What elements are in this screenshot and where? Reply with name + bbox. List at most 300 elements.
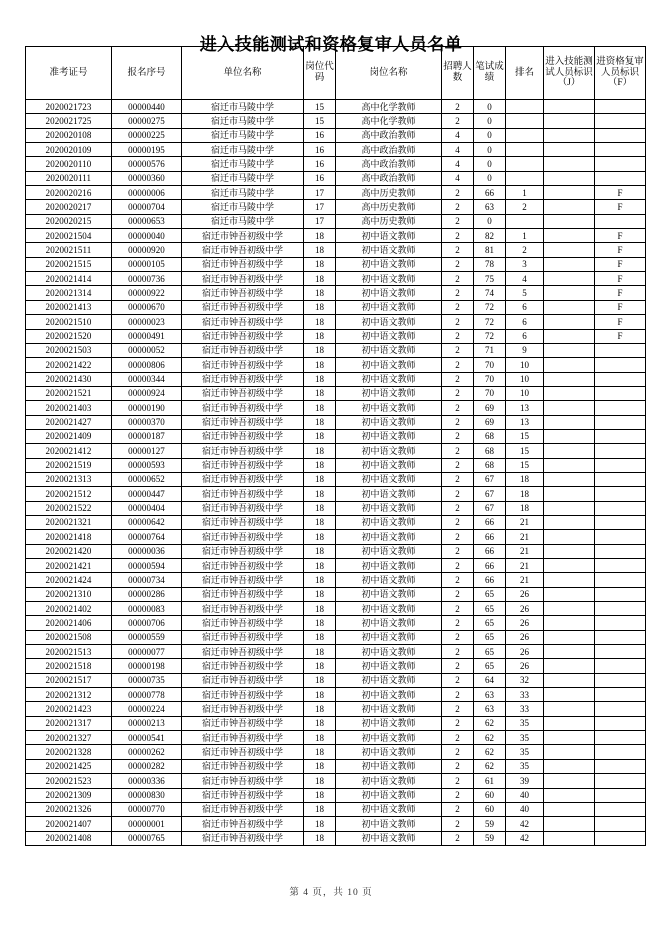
cell-rank — [506, 214, 544, 228]
cell-exam-number: 2020021423 — [26, 702, 112, 716]
cell-skill-test-flag — [544, 716, 595, 730]
cell-skill-test-flag — [544, 100, 595, 114]
cell-unit-name: 宿迁市马陵中学 — [182, 186, 304, 200]
cell-unit-name: 宿迁市钟吾初级中学 — [182, 544, 304, 558]
cell-registration-number: 00000213 — [112, 716, 182, 730]
cell-rank — [506, 128, 544, 142]
cell-position-name: 高中历史教师 — [336, 186, 442, 200]
cell-position-name: 初中语文教师 — [336, 458, 442, 472]
cell-position-code: 17 — [304, 214, 336, 228]
cell-skill-test-flag — [544, 788, 595, 802]
table-row — [26, 745, 646, 759]
cell-skill-test-flag — [544, 559, 595, 573]
cell-review-flag: F — [595, 300, 646, 314]
cell-written-score: 62 — [474, 716, 506, 730]
cell-registration-number: 00000594 — [112, 559, 182, 573]
cell-hire-count: 2 — [442, 688, 474, 702]
cell-rank: 35 — [506, 745, 544, 759]
cell-position-code: 18 — [304, 300, 336, 314]
cell-hire-count: 2 — [442, 100, 474, 114]
cell-unit-name: 宿迁市钟吾初级中学 — [182, 501, 304, 515]
cell-unit-name: 宿迁市钟吾初级中学 — [182, 257, 304, 271]
cell-position-name: 初中语文教师 — [336, 343, 442, 357]
cell-written-score: 66 — [474, 544, 506, 558]
cell-hire-count: 2 — [442, 444, 474, 458]
cell-written-score: 70 — [474, 386, 506, 400]
cell-written-score: 72 — [474, 329, 506, 343]
cell-unit-name: 宿迁市钟吾初级中学 — [182, 429, 304, 443]
cell-hire-count: 2 — [442, 458, 474, 472]
cell-written-score: 59 — [474, 831, 506, 845]
table-row — [26, 214, 646, 228]
cell-review-flag — [595, 472, 646, 486]
cell-rank: 21 — [506, 544, 544, 558]
cell-rank: 6 — [506, 300, 544, 314]
table-row — [26, 143, 646, 157]
cell-exam-number: 2020021310 — [26, 587, 112, 601]
cell-hire-count: 2 — [442, 702, 474, 716]
cell-exam-number: 2020021312 — [26, 688, 112, 702]
cell-review-flag — [595, 128, 646, 142]
cell-registration-number: 00000706 — [112, 616, 182, 630]
cell-registration-number: 00000491 — [112, 329, 182, 343]
cell-position-name: 初中语文教师 — [336, 358, 442, 372]
column-header-hire-count: 招聘人数 — [442, 47, 474, 100]
cell-position-code: 18 — [304, 630, 336, 644]
table-row — [26, 472, 646, 486]
cell-rank: 35 — [506, 716, 544, 730]
cell-exam-number: 2020021409 — [26, 429, 112, 443]
cell-unit-name: 宿迁市钟吾初级中学 — [182, 444, 304, 458]
cell-position-name: 高中政治教师 — [336, 157, 442, 171]
cell-unit-name: 宿迁市马陵中学 — [182, 100, 304, 114]
cell-review-flag — [595, 745, 646, 759]
cell-position-name: 初中语文教师 — [336, 573, 442, 587]
cell-rank: 26 — [506, 602, 544, 616]
cell-skill-test-flag — [544, 128, 595, 142]
cell-rank: 26 — [506, 630, 544, 644]
cell-position-name: 初中语文教师 — [336, 286, 442, 300]
cell-hire-count: 2 — [442, 774, 474, 788]
candidate-list-table — [25, 46, 646, 846]
cell-position-code: 18 — [304, 702, 336, 716]
cell-position-code: 18 — [304, 372, 336, 386]
cell-rank: 15 — [506, 444, 544, 458]
cell-registration-number: 00000190 — [112, 401, 182, 415]
cell-rank: 40 — [506, 802, 544, 816]
cell-skill-test-flag — [544, 429, 595, 443]
cell-registration-number: 00000187 — [112, 429, 182, 443]
table-row — [26, 358, 646, 372]
cell-review-flag — [595, 157, 646, 171]
cell-hire-count: 2 — [442, 272, 474, 286]
cell-position-name: 初中语文教师 — [336, 559, 442, 573]
cell-review-flag — [595, 143, 646, 157]
cell-unit-name: 宿迁市钟吾初级中学 — [182, 802, 304, 816]
cell-registration-number: 00000404 — [112, 501, 182, 515]
cell-hire-count: 2 — [442, 386, 474, 400]
cell-position-name: 高中化学教师 — [336, 100, 442, 114]
cell-review-flag — [595, 774, 646, 788]
cell-exam-number: 2020021321 — [26, 515, 112, 529]
cell-position-name: 初中语文教师 — [336, 616, 442, 630]
cell-exam-number: 2020020215 — [26, 214, 112, 228]
cell-unit-name: 宿迁市钟吾初级中学 — [182, 386, 304, 400]
cell-exam-number: 2020020111 — [26, 171, 112, 185]
table-row — [26, 286, 646, 300]
cell-written-score: 71 — [474, 343, 506, 357]
cell-review-flag — [595, 688, 646, 702]
cell-written-score: 63 — [474, 688, 506, 702]
cell-position-code: 18 — [304, 788, 336, 802]
cell-skill-test-flag — [544, 731, 595, 745]
cell-rank: 15 — [506, 458, 544, 472]
cell-skill-test-flag — [544, 286, 595, 300]
cell-skill-test-flag — [544, 515, 595, 529]
cell-written-score: 65 — [474, 659, 506, 673]
cell-registration-number: 00000778 — [112, 688, 182, 702]
cell-position-code: 17 — [304, 186, 336, 200]
cell-rank: 40 — [506, 788, 544, 802]
cell-exam-number: 2020020216 — [26, 186, 112, 200]
cell-skill-test-flag — [544, 530, 595, 544]
cell-rank: 18 — [506, 487, 544, 501]
cell-registration-number: 00000083 — [112, 602, 182, 616]
cell-hire-count: 2 — [442, 530, 474, 544]
cell-exam-number: 2020021503 — [26, 343, 112, 357]
cell-exam-number: 2020021402 — [26, 602, 112, 616]
cell-written-score: 75 — [474, 272, 506, 286]
table-row — [26, 186, 646, 200]
cell-unit-name: 宿迁市马陵中学 — [182, 200, 304, 214]
cell-position-name: 初中语文教师 — [336, 774, 442, 788]
cell-hire-count: 2 — [442, 501, 474, 515]
cell-exam-number: 2020020217 — [26, 200, 112, 214]
cell-position-code: 18 — [304, 315, 336, 329]
cell-exam-number: 2020021511 — [26, 243, 112, 257]
cell-position-code: 18 — [304, 329, 336, 343]
cell-written-score: 0 — [474, 128, 506, 142]
cell-review-flag — [595, 616, 646, 630]
cell-skill-test-flag — [544, 114, 595, 128]
cell-position-name: 初中语文教师 — [336, 487, 442, 501]
table-row — [26, 587, 646, 601]
cell-position-code: 18 — [304, 501, 336, 515]
cell-unit-name: 宿迁市钟吾初级中学 — [182, 515, 304, 529]
cell-registration-number: 00000765 — [112, 831, 182, 845]
cell-review-flag — [595, 659, 646, 673]
cell-rank: 10 — [506, 372, 544, 386]
cell-review-flag — [595, 544, 646, 558]
cell-registration-number: 00000023 — [112, 315, 182, 329]
cell-position-name: 初中语文教师 — [336, 501, 442, 515]
cell-unit-name: 宿迁市钟吾初级中学 — [182, 673, 304, 687]
cell-position-name: 高中历史教师 — [336, 214, 442, 228]
cell-written-score: 70 — [474, 372, 506, 386]
cell-rank: 35 — [506, 759, 544, 773]
cell-registration-number: 00000734 — [112, 573, 182, 587]
cell-unit-name: 宿迁市钟吾初级中学 — [182, 530, 304, 544]
cell-unit-name: 宿迁市钟吾初级中学 — [182, 286, 304, 300]
cell-skill-test-flag — [544, 802, 595, 816]
cell-rank: 2 — [506, 243, 544, 257]
cell-unit-name: 宿迁市钟吾初级中学 — [182, 587, 304, 601]
cell-hire-count: 2 — [442, 759, 474, 773]
cell-unit-name: 宿迁市钟吾初级中学 — [182, 731, 304, 745]
cell-rank: 42 — [506, 817, 544, 831]
cell-hire-count: 2 — [442, 472, 474, 486]
cell-registration-number: 00000370 — [112, 415, 182, 429]
table-row — [26, 559, 646, 573]
cell-hire-count: 4 — [442, 143, 474, 157]
cell-position-name: 初中语文教师 — [336, 300, 442, 314]
cell-skill-test-flag — [544, 171, 595, 185]
cell-unit-name: 宿迁市钟吾初级中学 — [182, 243, 304, 257]
cell-position-name: 初中语文教师 — [336, 401, 442, 415]
cell-position-code: 18 — [304, 659, 336, 673]
cell-position-code: 18 — [304, 544, 336, 558]
table-row — [26, 688, 646, 702]
cell-position-code: 18 — [304, 731, 336, 745]
cell-position-code: 18 — [304, 272, 336, 286]
cell-rank: 2 — [506, 200, 544, 214]
cell-review-flag — [595, 386, 646, 400]
cell-position-name: 高中政治教师 — [336, 143, 442, 157]
cell-registration-number: 00000286 — [112, 587, 182, 601]
cell-position-code: 16 — [304, 157, 336, 171]
cell-registration-number: 00000653 — [112, 214, 182, 228]
cell-registration-number: 00000198 — [112, 659, 182, 673]
cell-review-flag: F — [595, 229, 646, 243]
cell-hire-count: 2 — [442, 487, 474, 501]
cell-registration-number: 00000040 — [112, 229, 182, 243]
cell-review-flag — [595, 171, 646, 185]
cell-skill-test-flag — [544, 229, 595, 243]
cell-unit-name: 宿迁市钟吾初级中学 — [182, 559, 304, 573]
cell-exam-number: 2020021510 — [26, 315, 112, 329]
cell-position-code: 18 — [304, 515, 336, 529]
cell-review-flag — [595, 831, 646, 845]
cell-hire-count: 2 — [442, 214, 474, 228]
cell-position-name: 高中化学教师 — [336, 114, 442, 128]
cell-unit-name: 宿迁市钟吾初级中学 — [182, 472, 304, 486]
cell-written-score: 63 — [474, 200, 506, 214]
cell-rank: 35 — [506, 731, 544, 745]
cell-skill-test-flag — [544, 272, 595, 286]
cell-skill-test-flag — [544, 358, 595, 372]
cell-review-flag — [595, 487, 646, 501]
cell-position-code: 16 — [304, 171, 336, 185]
cell-hire-count: 2 — [442, 573, 474, 587]
cell-hire-count: 2 — [442, 788, 474, 802]
cell-review-flag — [595, 630, 646, 644]
cell-rank: 1 — [506, 186, 544, 200]
cell-unit-name: 宿迁市钟吾初级中学 — [182, 645, 304, 659]
cell-skill-test-flag — [544, 745, 595, 759]
cell-rank: 26 — [506, 645, 544, 659]
table-row — [26, 444, 646, 458]
cell-position-code: 18 — [304, 530, 336, 544]
cell-registration-number: 00000360 — [112, 171, 182, 185]
cell-position-code: 16 — [304, 128, 336, 142]
cell-hire-count: 2 — [442, 659, 474, 673]
cell-registration-number: 00000225 — [112, 128, 182, 142]
cell-exam-number: 2020021406 — [26, 616, 112, 630]
cell-skill-test-flag — [544, 157, 595, 171]
cell-unit-name: 宿迁市钟吾初级中学 — [182, 343, 304, 357]
cell-skill-test-flag — [544, 759, 595, 773]
table-row — [26, 702, 646, 716]
cell-position-code: 18 — [304, 401, 336, 415]
cell-unit-name: 宿迁市钟吾初级中学 — [182, 487, 304, 501]
cell-position-code: 18 — [304, 602, 336, 616]
cell-registration-number: 00000036 — [112, 544, 182, 558]
cell-registration-number: 00000105 — [112, 257, 182, 271]
cell-skill-test-flag — [544, 315, 595, 329]
table-row — [26, 788, 646, 802]
cell-exam-number: 2020021522 — [26, 501, 112, 515]
cell-hire-count: 2 — [442, 200, 474, 214]
cell-written-score: 0 — [474, 114, 506, 128]
cell-review-flag — [595, 429, 646, 443]
cell-position-code: 18 — [304, 429, 336, 443]
cell-skill-test-flag — [544, 587, 595, 601]
cell-review-flag: F — [595, 243, 646, 257]
cell-position-code: 18 — [304, 458, 336, 472]
cell-skill-test-flag — [544, 501, 595, 515]
table-row — [26, 602, 646, 616]
cell-written-score: 66 — [474, 559, 506, 573]
table-row — [26, 817, 646, 831]
cell-review-flag — [595, 788, 646, 802]
cell-unit-name: 宿迁市钟吾初级中学 — [182, 831, 304, 845]
cell-hire-count: 2 — [442, 343, 474, 357]
cell-hire-count: 4 — [442, 157, 474, 171]
cell-position-code: 18 — [304, 415, 336, 429]
cell-position-code: 18 — [304, 688, 336, 702]
cell-registration-number: 00000336 — [112, 774, 182, 788]
cell-rank: 26 — [506, 659, 544, 673]
cell-rank — [506, 114, 544, 128]
cell-position-code: 18 — [304, 472, 336, 486]
cell-written-score: 68 — [474, 429, 506, 443]
cell-registration-number: 00000704 — [112, 200, 182, 214]
cell-position-name: 初中语文教师 — [336, 272, 442, 286]
cell-review-flag — [595, 530, 646, 544]
cell-rank: 3 — [506, 257, 544, 271]
cell-position-name: 初中语文教师 — [336, 759, 442, 773]
cell-written-score: 66 — [474, 515, 506, 529]
cell-position-code: 18 — [304, 616, 336, 630]
cell-hire-count: 2 — [442, 716, 474, 730]
cell-hire-count: 2 — [442, 630, 474, 644]
cell-rank: 21 — [506, 515, 544, 529]
column-header-position-code: 岗位代码 — [304, 47, 336, 100]
cell-registration-number: 00000224 — [112, 702, 182, 716]
cell-hire-count: 2 — [442, 515, 474, 529]
cell-unit-name: 宿迁市钟吾初级中学 — [182, 630, 304, 644]
cell-registration-number: 00000593 — [112, 458, 182, 472]
cell-unit-name: 宿迁市钟吾初级中学 — [182, 272, 304, 286]
cell-review-flag — [595, 602, 646, 616]
cell-written-score: 61 — [474, 774, 506, 788]
cell-position-code: 18 — [304, 559, 336, 573]
cell-written-score: 65 — [474, 630, 506, 644]
cell-position-name: 初中语文教师 — [336, 530, 442, 544]
cell-written-score: 67 — [474, 501, 506, 515]
cell-position-name: 初中语文教师 — [336, 315, 442, 329]
cell-registration-number: 00000006 — [112, 186, 182, 200]
cell-exam-number: 2020021328 — [26, 745, 112, 759]
table-body — [26, 100, 646, 846]
cell-position-code: 15 — [304, 100, 336, 114]
cell-position-name: 初中语文教师 — [336, 444, 442, 458]
cell-skill-test-flag — [544, 573, 595, 587]
cell-skill-test-flag — [544, 688, 595, 702]
cell-exam-number: 2020021420 — [26, 544, 112, 558]
cell-rank: 39 — [506, 774, 544, 788]
cell-written-score: 62 — [474, 759, 506, 773]
table-row — [26, 831, 646, 845]
cell-hire-count: 2 — [442, 602, 474, 616]
cell-position-name: 初中语文教师 — [336, 673, 442, 687]
cell-position-name: 初中语文教师 — [336, 515, 442, 529]
cell-skill-test-flag — [544, 645, 595, 659]
cell-position-code: 18 — [304, 673, 336, 687]
cell-rank — [506, 171, 544, 185]
table-row — [26, 386, 646, 400]
cell-written-score: 66 — [474, 530, 506, 544]
cell-exam-number: 2020021421 — [26, 559, 112, 573]
cell-registration-number: 00000735 — [112, 673, 182, 687]
cell-rank: 10 — [506, 386, 544, 400]
cell-hire-count: 2 — [442, 243, 474, 257]
cell-position-code: 18 — [304, 386, 336, 400]
cell-position-code: 18 — [304, 343, 336, 357]
cell-review-flag — [595, 731, 646, 745]
cell-written-score: 82 — [474, 229, 506, 243]
table-row — [26, 544, 646, 558]
cell-position-name: 初中语文教师 — [336, 817, 442, 831]
cell-hire-count: 2 — [442, 616, 474, 630]
table-row — [26, 272, 646, 286]
cell-position-name: 初中语文教师 — [336, 688, 442, 702]
cell-unit-name: 宿迁市钟吾初级中学 — [182, 329, 304, 343]
cell-unit-name: 宿迁市钟吾初级中学 — [182, 702, 304, 716]
cell-exam-number: 2020021403 — [26, 401, 112, 415]
cell-written-score: 65 — [474, 645, 506, 659]
cell-unit-name: 宿迁市钟吾初级中学 — [182, 372, 304, 386]
cell-hire-count: 2 — [442, 315, 474, 329]
cell-review-flag — [595, 673, 646, 687]
cell-rank: 5 — [506, 286, 544, 300]
cell-unit-name: 宿迁市钟吾初级中学 — [182, 659, 304, 673]
cell-position-name: 初中语文教师 — [336, 544, 442, 558]
cell-rank: 13 — [506, 415, 544, 429]
cell-skill-test-flag — [544, 243, 595, 257]
cell-exam-number: 2020020109 — [26, 143, 112, 157]
cell-review-flag — [595, 444, 646, 458]
table-row — [26, 774, 646, 788]
cell-rank: 18 — [506, 501, 544, 515]
cell-position-code: 18 — [304, 745, 336, 759]
cell-exam-number: 2020020110 — [26, 157, 112, 171]
cell-review-flag — [595, 817, 646, 831]
cell-rank: 4 — [506, 272, 544, 286]
cell-unit-name: 宿迁市钟吾初级中学 — [182, 573, 304, 587]
cell-unit-name: 宿迁市钟吾初级中学 — [182, 745, 304, 759]
cell-exam-number: 2020021425 — [26, 759, 112, 773]
